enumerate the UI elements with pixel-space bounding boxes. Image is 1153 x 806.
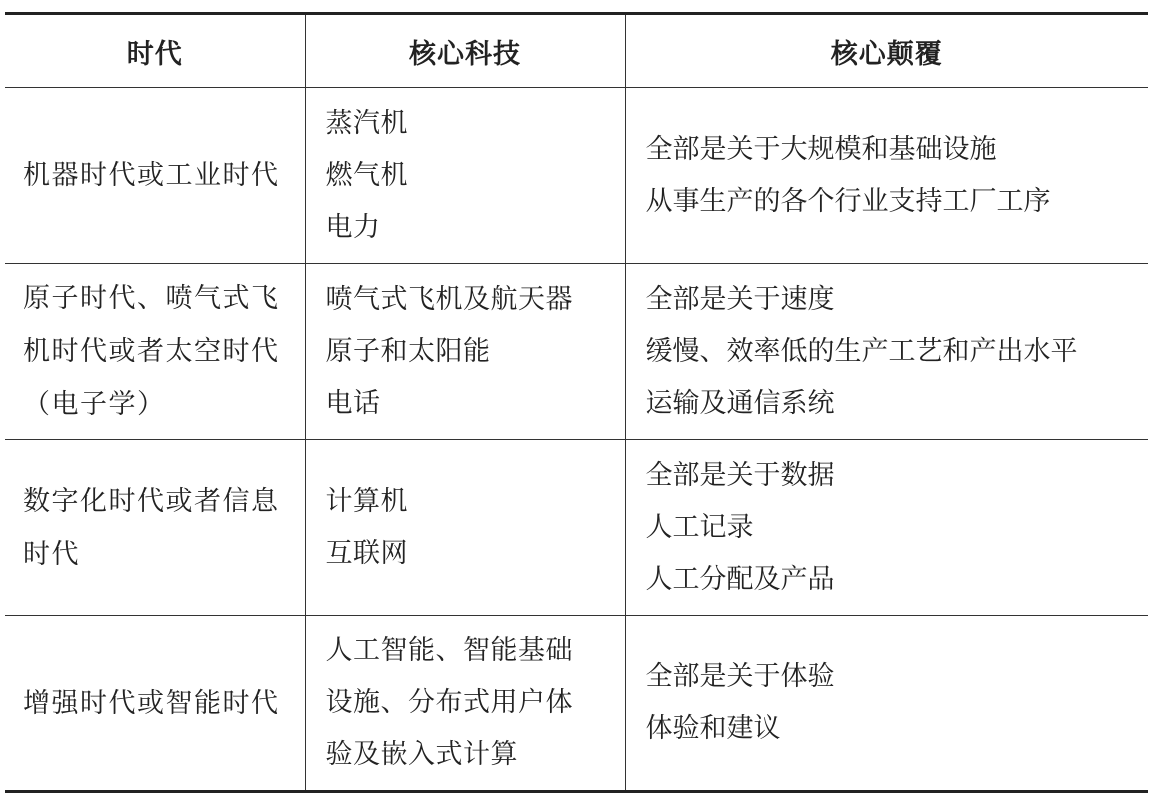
tech-item: 喷气式飞机及航天器 (325, 283, 573, 315)
header-row (5, 14, 1148, 88)
era-text: 数字化时代或者信息时代 (23, 485, 280, 570)
tech-item: 设施、分布式用户体 (325, 687, 573, 718)
tech-item: 人工智能、智能基础 (325, 635, 573, 666)
disruption-item: 体验和建议 (645, 713, 781, 744)
disruption-item: 人工分配及产品 (645, 563, 835, 595)
era-cell (5, 616, 305, 792)
disruption-cell (625, 616, 1148, 792)
disruption-item: 全部是关于速度 (645, 283, 835, 315)
table-row (5, 616, 1148, 792)
era-cell (5, 440, 305, 616)
tech-cell (305, 88, 625, 264)
table-row (5, 440, 1148, 616)
tech-item: 计算机 (325, 485, 408, 517)
disruption-cell (625, 88, 1148, 264)
disruption-item: 从事生产的各个行业支持工厂工序 (645, 185, 1051, 217)
tech-item: 互联网 (325, 537, 408, 569)
header-core-tech: 核心科技 (305, 14, 625, 88)
tech-cell (305, 264, 625, 440)
disruption-cell (625, 264, 1148, 440)
tech-item: 验及嵌入式计算 (325, 739, 518, 770)
tech-cell (305, 616, 625, 792)
disruption-item: 缓慢、效率低的生产工艺和产出水平 (645, 335, 1078, 367)
era-cell (5, 88, 305, 264)
era-cell (5, 264, 305, 440)
tech-item: 电话 (325, 387, 381, 419)
eras-table (5, 12, 1148, 793)
disruption-item: 人工记录 (645, 511, 754, 543)
disruption-item: 全部是关于体验 (645, 661, 835, 692)
disruption-item: 全部是关于数据 (645, 459, 835, 491)
header-core-disruption: 核心颠覆 (625, 14, 1148, 88)
era-text: 机器时代或工业时代 (23, 160, 280, 191)
disruption-item: 全部是关于大规模和基础设施 (645, 133, 997, 165)
tech-item: 燃气机 (325, 159, 408, 191)
disruption-cell (625, 440, 1148, 616)
disruption-item: 运输及通信系统 (645, 387, 835, 419)
era-text: 原子时代、喷气式飞机时代或者太空时代（电子学） (23, 283, 280, 420)
tech-cell (305, 440, 625, 616)
header-era: 时代 (5, 14, 305, 88)
table-row (5, 264, 1148, 440)
tech-item: 电力 (325, 211, 381, 243)
tech-item: 原子和太阳能 (325, 335, 491, 367)
era-text: 增强时代或智能时代 (23, 687, 280, 719)
table-row (5, 88, 1148, 264)
tech-item: 蒸汽机 (325, 107, 408, 139)
